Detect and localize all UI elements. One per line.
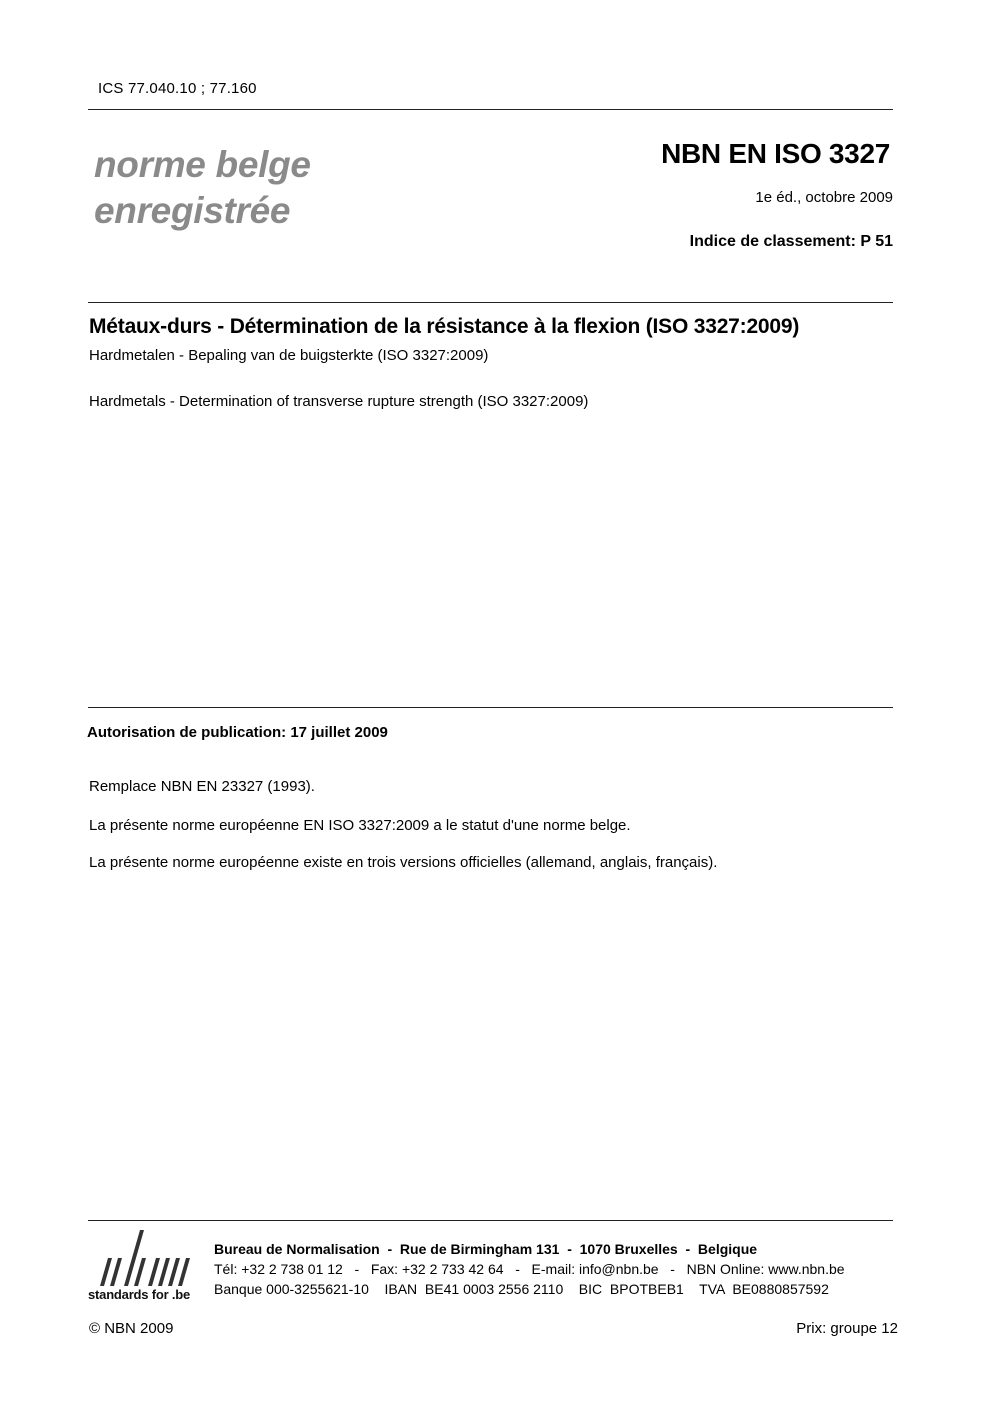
norm-brand-line-1: norme belge bbox=[94, 144, 311, 185]
copyright: © NBN 2009 bbox=[89, 1320, 174, 1337]
classification-index: Indice de classement: P 51 bbox=[689, 233, 893, 250]
logo-tagline: standards for .be bbox=[88, 1287, 191, 1302]
title-english: Hardmetals - Determination of transverse rupture strength (ISO 3327:2009) bbox=[89, 393, 589, 410]
price-group: Prix: groupe 12 bbox=[796, 1320, 898, 1337]
footer-bank: Banque 000-3255621-10 IBAN BE41 0003 2556 2110 BIC BPOTBEB1 TVA BE0880857592 bbox=[214, 1281, 829, 1297]
publication-authorization: Autorisation de publication: 17 juillet 2009 bbox=[87, 724, 388, 741]
note-replaces: Remplace NBN EN 23327 (1993). bbox=[89, 778, 315, 795]
footer-contact: Tél: +32 2 738 01 12 - Fax: +32 2 733 42 64 - E-mail: info@nbn.be - NBN Online: www.nbn.be bbox=[214, 1261, 845, 1277]
norm-brand-heading bbox=[94, 142, 311, 234]
note-versions: La présente norme européenne existe en trois versions officielles (allemand, anglais, français). bbox=[89, 854, 718, 871]
footer-divider bbox=[88, 1220, 893, 1221]
ics-codes: ICS 77.040.10 ; 77.160 bbox=[98, 80, 257, 97]
publication-divider bbox=[88, 707, 893, 708]
standard-id: NBN EN ISO 3327 bbox=[661, 138, 890, 169]
title-french: Métaux-durs - Détermination de la résistance à la flexion (ISO 3327:2009) bbox=[89, 315, 800, 338]
header-divider bbox=[88, 109, 893, 110]
note-status: La présente norme européenne EN ISO 3327:2009 a le statut d'une norme belge. bbox=[89, 817, 631, 834]
edition-date: 1e éd., octobre 2009 bbox=[755, 189, 893, 206]
title-divider bbox=[88, 302, 893, 303]
footer-address: Bureau de Normalisation - Rue de Birmingham 131 - 1070 Bruxelles - Belgique bbox=[214, 1241, 758, 1257]
title-dutch: Hardmetalen - Bepaling van de buigsterkte (ISO 3327:2009) bbox=[89, 347, 489, 364]
norm-brand-line-2: enregistrée bbox=[94, 190, 291, 231]
